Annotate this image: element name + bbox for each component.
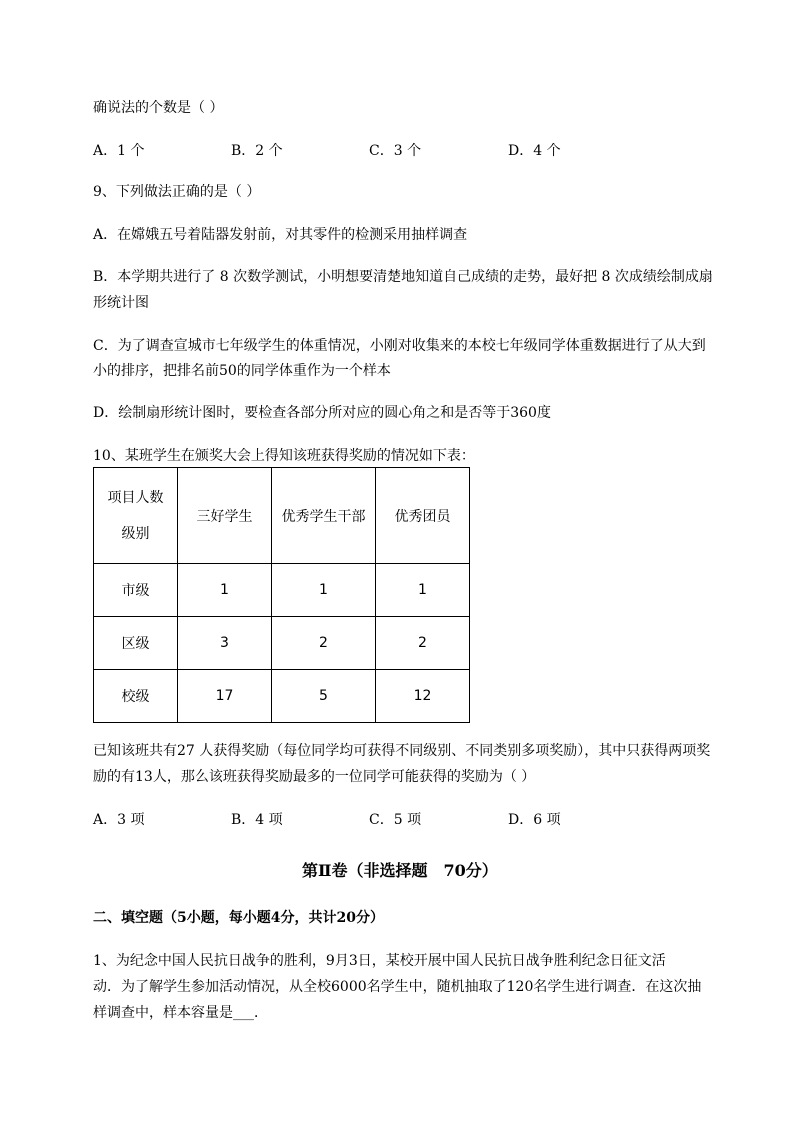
q9-option-a: A．在嫦娥五号着陆器发射前，对其零件的检测采用抽样调查 [93, 227, 468, 243]
corner-top-label: 项目人数 [107, 489, 164, 506]
q10-option-d: D．6 项 [508, 812, 561, 828]
table-header-row [94, 468, 470, 564]
column-header: 三好学生 [178, 468, 272, 564]
table-cell: 2 [376, 617, 470, 670]
table-cell: 1 [376, 564, 470, 617]
q8-option-b: B．2 个 [231, 143, 283, 159]
column-header: 优秀团员 [376, 468, 470, 564]
table-row [94, 617, 470, 670]
q9-option-b-line1: B．本学期共进行了 8 次数学测试，小明想要清楚地知道自己成绩的走势，最好把 8 次成绩绘制成扇 [93, 269, 713, 285]
row-label: 校级 [94, 670, 178, 723]
row-label: 市级 [94, 564, 178, 617]
q9-option-b-line2: 形统计图 [93, 295, 149, 311]
table-row [94, 670, 470, 723]
q8-option-c: C．3 个 [369, 143, 422, 159]
table-cell: 2 [272, 617, 376, 670]
section-subtitle: 二、填空题（5小题，每小题4分，共计20分） [93, 910, 384, 926]
table-cell: 5 [272, 670, 376, 723]
q10-stem: 10、某班学生在颁奖大会上得知该班获得奖励的情况如下表： [93, 448, 475, 464]
q10-option-a: A．3 项 [93, 812, 145, 828]
fill1-line3: 样调查中，样本容量是___． [93, 1005, 268, 1021]
row-label: 区级 [94, 617, 178, 670]
q9-option-d: D．绘制扇形统计图时，要检查各部分所对应的圆心角之和是否等于360度 [93, 405, 551, 421]
table-cell: 3 [178, 617, 272, 670]
q10-option-b: B．4 项 [231, 812, 283, 828]
awards-table [93, 467, 470, 723]
q8-option-a: A．1 个 [93, 143, 145, 159]
q8-option-d: D．4 个 [508, 143, 561, 159]
fill1-line2: 动．为了解学生参加活动情况，从全校6000名学生中，随机抽取了120名学生进行调查．在这次抽 [93, 979, 702, 995]
corner-bottom-label: 级别 [121, 525, 150, 542]
table-cell: 1 [272, 564, 376, 617]
q9-option-c-line1: C．为了调查宣城市七年级学生的体重情况，小刚对收集来的本校七年级同学体重数据进行了从大到 [93, 338, 706, 354]
table-cell: 12 [376, 670, 470, 723]
q9-option-c-line2: 小的排序，把排名前50的同学体重作为一个样本 [93, 363, 391, 379]
q8-stem-tail: 确说法的个数是（ ） [93, 100, 224, 116]
section-title: 第Ⅱ卷（非选择题 70分） [302, 861, 498, 880]
column-header: 优秀学生干部 [272, 468, 376, 564]
fill1-line1: 1、为纪念中国人民抗日战争的胜利，9月3日，某校开展中国人民抗日战争胜利纪念日征文活 [93, 953, 666, 969]
q10-text-line1: 已知该班共有27 人获得奖励（每位同学均可获得不同级别、不同类别多项奖励），其中只获得两项奖 [93, 743, 711, 759]
table-cell: 17 [178, 670, 272, 723]
q10-text-line2: 励的有13人，那么该班获得奖励最多的一位同学可能获得的奖励为（ ） [93, 769, 536, 785]
table-corner-cell [94, 468, 178, 564]
q10-option-c: C．5 项 [369, 812, 422, 828]
table-row [94, 564, 470, 617]
q9-stem: 9、下列做法正确的是（ ） [93, 184, 261, 200]
table-cell: 1 [178, 564, 272, 617]
